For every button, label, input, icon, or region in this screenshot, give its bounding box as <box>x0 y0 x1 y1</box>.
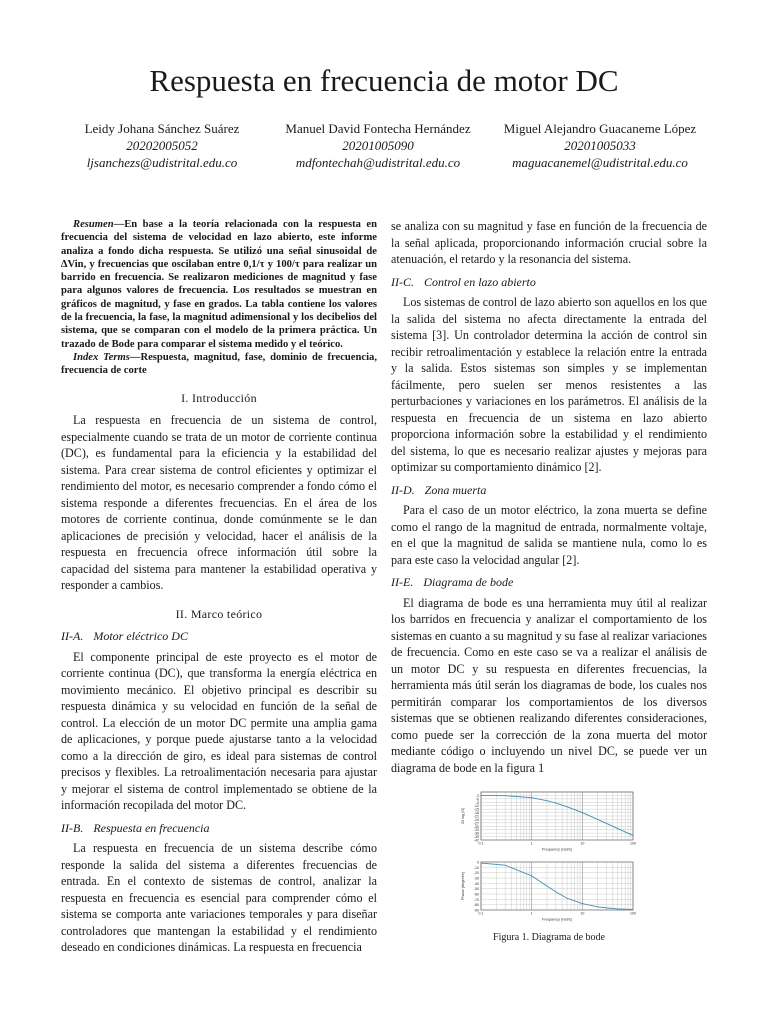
data-point <box>567 898 568 899</box>
subsection-heading-a <box>61 628 377 645</box>
subsection-number: II-D. <box>391 482 415 497</box>
subsection-title: Control en lazo abierto <box>424 274 536 289</box>
y-axis-label: 20 log |G| <box>461 807 465 825</box>
y-tick-label: -9 <box>475 800 479 805</box>
subsection-heading-d <box>391 482 707 499</box>
subsection-heading-e <box>391 574 707 591</box>
author-name: Miguel Alejandro Guacaneme López <box>503 121 697 136</box>
y-tick-label: -42 <box>473 838 479 843</box>
y-tick-label: -21 <box>473 814 479 819</box>
data-point <box>633 835 634 836</box>
author-3 <box>480 120 720 171</box>
author-email: mdfontechah@udistrital.edu.co <box>295 155 461 170</box>
data-point <box>505 795 506 796</box>
x-tick-label: 1 <box>530 841 533 846</box>
intro-paragraph: La respuesta en frecuencia de un sistema de control, especialmente cuando se trata de un motor de corriente continua (DC), es fundamental para la eficiencia y la estabilidad del sistema. Para crear sistema de control eficientes y optimizar el rendimiento del motor, es necesario comprender a fondo cómo el sistema responde a diferentes frecuencias. En el área de los motores de corriente continua, donde comúnmente se le dan aplicaciones de precisión y velocidad, hacer el análisis de la respuesta en frecuencia ofrece información útil sobre la capacidad del sistema para mantener la estabilidad operativa y responder a cambios. <box>61 413 377 593</box>
subsection-number: II-A. <box>61 629 84 644</box>
y-tick-label: -50 <box>473 887 479 892</box>
x-tick-label: 100 <box>630 841 636 846</box>
y-tick-label: -40 <box>473 881 479 886</box>
y-tick-label: -90 <box>473 908 479 913</box>
subsection-number: II-C. <box>391 274 414 289</box>
x-tick-label: 10 <box>580 841 585 846</box>
right-column <box>391 218 707 947</box>
author-name: Leidy Johana Sánchez Suárez <box>84 121 240 136</box>
data-point <box>555 803 556 804</box>
y-tick-label: -3 <box>475 793 479 798</box>
index-terms <box>61 351 377 378</box>
author-1 <box>62 120 262 171</box>
x-axis-label: Frequency (rad/s) <box>542 847 572 852</box>
y-tick-label: -6 <box>475 797 479 802</box>
y-tick-label: -60 <box>473 892 479 897</box>
data-point <box>617 908 618 909</box>
data-point <box>617 828 618 829</box>
open-loop-paragraph: Los sistemas de control de lazo abierto son aquellos en los que la salida del sistema no afecta directamente la entrada del sistema [3]. Un controlador determina la acción de control sin recibir retroalimentación y establece la relación entre la entrada y la salida. Estos sistemas son simples y se implementan fácilmente, pero suelen ser menos resistentes a las perturbaciones y variaciones en los parámetros. El análisis de la respuesta en frecuencia de un sistema en lazo abierto proporciona información sobre la estabilidad y el rendimiento del sistema, lo que es necesario realizar ajustes y mejoras para optimizar su comportamiento dinámico [2]. <box>391 295 707 474</box>
data-point <box>597 906 598 907</box>
y-tick-label: -27 <box>473 821 479 826</box>
y-tick-label: -30 <box>473 824 479 829</box>
left-column <box>61 218 377 956</box>
y-tick-label: -20 <box>473 871 479 876</box>
figure-1 <box>391 788 707 947</box>
data-point <box>606 907 607 908</box>
subsection-heading-c <box>391 274 707 291</box>
data-point <box>567 806 568 807</box>
figure-caption: Figura 1. Diagrama de bode <box>493 932 605 943</box>
data-point <box>546 800 547 801</box>
motor-paragraph: El componente principal de este proyecto es el motor de corriente continua (DC), que transforma la energía eléctrica en movimiento mecánico. El objetivo principal es describir su respuesta dinámica y su velocidad en función de la señal de control. La elección de un motor DC permite una amplia gama de aplicaciones, y porque puede ajustarse tanto a la velocidad como a la dirección de giro, es ideal para sistemas de control precisos y flexibles. La retroalimentación necesaria para ajustar y mejorar el sistema de control implementado se obtiene de la información recopilada del motor DC. <box>61 649 377 813</box>
y-tick-label: 0 <box>477 860 479 865</box>
bode-paragraph: El diagrama de bode es una herramienta muy útil al realizar los barridos en frecuencia y analizar el comportamiento de los sistemas en cuanto a su magnitud y su fase al realizar variaciones de frecuencia. Como en este caso se va a realizar el análisis de un motor DC y su respuesta en diferentes frecuencias, la herramienta más útil serán los diagramas de bode, los cuales nos permitirán comparar los comportamientos de los diversos sistemas que se obtienen realizando diferentes consideraciones, como puede ser la corrección de la zona muerta del motor mediante código o incluyendo un nivel DC, se puede ver un diagrama de bode en la figura 1 <box>391 595 708 775</box>
y-tick-label: -33 <box>473 828 479 833</box>
bode-magnitude-plot <box>459 788 639 852</box>
subsection-number: II-B. <box>61 820 84 835</box>
y-tick-label: -70 <box>473 897 479 902</box>
author-name: Manuel David Fontecha Hernández <box>285 121 471 136</box>
x-tick-label: 100 <box>630 911 636 916</box>
y-tick-label: -80 <box>473 903 479 908</box>
author-id: 20201005033 <box>564 138 636 153</box>
plot-frame <box>481 862 633 910</box>
data-point <box>546 886 547 887</box>
author-id: 20202005052 <box>126 138 198 153</box>
author-2 <box>258 120 498 171</box>
subsection-number: II-E. <box>391 575 414 589</box>
y-axis-label: Phase (degrees) <box>461 871 465 901</box>
y-tick-label: -39 <box>473 835 479 840</box>
data-point <box>597 819 598 820</box>
data-point <box>582 903 583 904</box>
frequency-response-continuation: se analiza con su magnitud y fase en función de la frecuencia de la señal aplicada, proporcionando información crucial sobre la atenuación, el retardo y la resonancia del sistema. <box>391 219 707 266</box>
author-id: 20201005090 <box>342 138 414 153</box>
paper-title: Respuesta en frecuencia de motor DC <box>149 63 619 98</box>
author-email: maguacanemel@udistrital.edu.co <box>512 155 688 170</box>
data-point <box>582 812 583 813</box>
data-point <box>633 909 634 910</box>
data-point <box>606 823 607 824</box>
subsection-title: Diagrama de bode <box>423 575 514 589</box>
y-tick-label: -24 <box>473 817 479 822</box>
data-point <box>481 863 482 864</box>
y-tick-label: -12 <box>473 804 479 809</box>
y-tick-label: -10 <box>473 865 479 870</box>
bode-phase-plot <box>459 858 639 922</box>
y-tick-label: -30 <box>473 876 479 881</box>
index-terms-label: Index Terms <box>73 351 130 363</box>
subsection-title: Motor eléctrico DC <box>93 629 188 644</box>
data-point <box>505 865 506 866</box>
frequency-response-paragraph: La respuesta en frecuencia de un sistema describe cómo responde la salida del sistema a diferentes frecuencias de entrada. En el contexto de sistemas de control, analizar la respuesta en frecuencia es esencial para comprender cómo el sistema se comporta ante variaciones temporales y para diseñar controladores que mantengan la estabilidad y el rendimiento deseado en condiciones dinámicas. La respuesta en frecuencia <box>61 841 377 955</box>
subsection-title: Respuesta en frecuencia <box>93 820 210 835</box>
subsection-heading-b <box>61 820 377 837</box>
subsection-title: Zona muerta <box>424 482 487 497</box>
abstract-text: —En base a la teoría relacionada con la respuesta en frecuencia del sistema de velocidad en lazo abierto, este informe analiza a fondo dicha respuesta. Se utilizó una señal sinusoidal de ∆Vin, y frecuencias que oscilaban entre 0,1/τ y 100/τ para realizar un barrido en frecuencia. Se realizaron mediciones de magnitud y fase para algunos valores de frecuencia. Los resultados se muestran en gráficos de magnitud, y fase en grados. La tabla contiene los valores de la frecuencia, la fase, la magnitud adimensional y los decibelios del sistema, que se comparan con el modelo de la primera práctica. Un trazado de Bode para comparar el sistema medido y el teórico. <box>61 219 377 350</box>
x-tick-label: 1 <box>530 911 533 916</box>
data-point <box>531 797 532 798</box>
data-point <box>555 891 556 892</box>
x-tick-label: 0.1 <box>478 911 484 916</box>
data-point <box>481 795 482 796</box>
y-tick-label: -18 <box>473 811 479 816</box>
abstract-label: Resumen <box>73 219 114 230</box>
x-axis-label: Frequency (rad/s) <box>542 917 572 922</box>
index-terms-text: —Respuesta, magnitud, fase, dominio de frecuencia, frecuencia de corte <box>61 351 377 377</box>
y-tick-label: -15 <box>473 807 479 812</box>
section-heading-intro: I. Introducción <box>181 390 257 405</box>
author-email: ljsanchezs@udistrital.edu.co <box>86 155 238 170</box>
dead-zone-paragraph: Para el caso de un motor eléctrico, la zona muerta se define como el rango de la magnitud de entrada, normalmente voltaje, en el que la magnitud de salida se mantiene nula, como lo es para este caso la velocidad angular [2]. <box>391 503 707 567</box>
x-tick-label: 0.1 <box>478 841 484 846</box>
data-point <box>531 875 532 876</box>
y-tick-label: -36 <box>473 831 479 836</box>
section-heading-marco: II. Marco teórico <box>175 606 263 621</box>
abstract <box>61 218 377 351</box>
x-tick-label: 10 <box>580 911 585 916</box>
